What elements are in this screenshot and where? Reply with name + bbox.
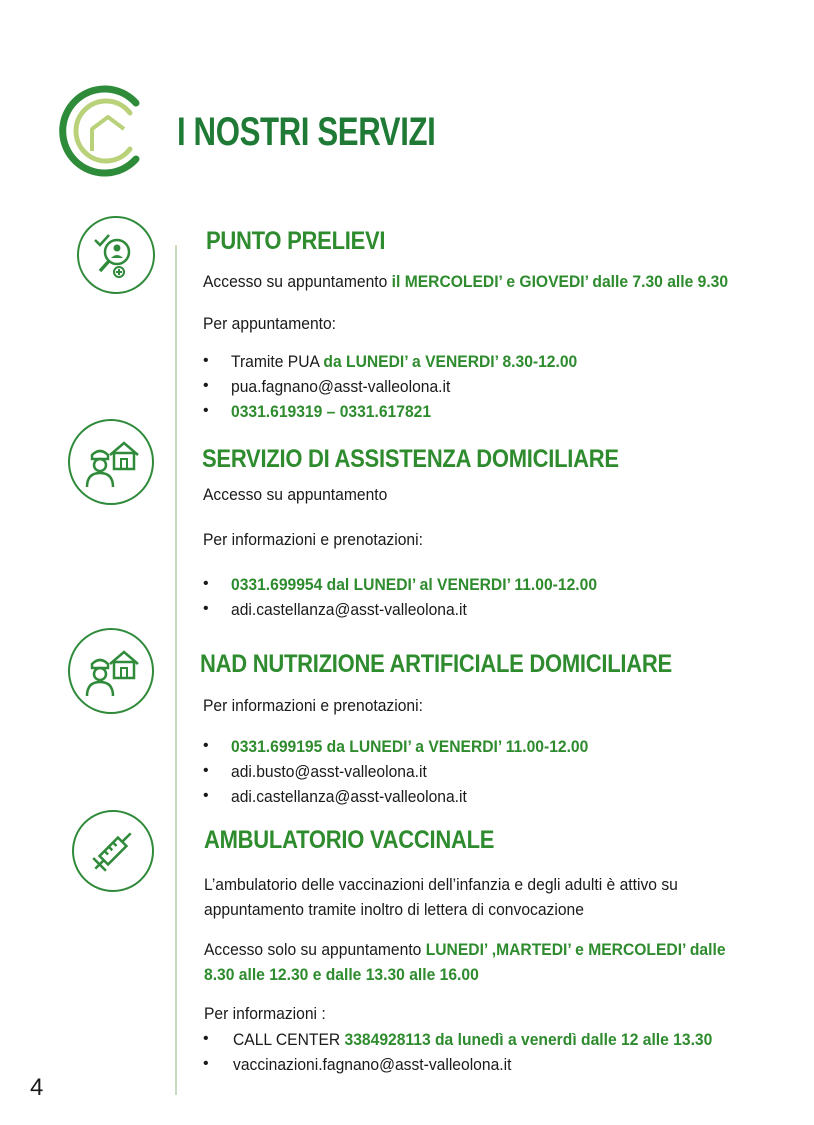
bullet: • xyxy=(203,600,209,617)
section-title: PUNTO PRELIEVI xyxy=(206,227,386,255)
bullet: • xyxy=(203,737,209,754)
email-link[interactable]: vaccinazioni.fagnano@asst-valleolona.it xyxy=(233,1055,512,1074)
access-line xyxy=(203,272,728,292)
section-title: AMBULATORIO VACCINALE xyxy=(204,826,495,854)
section-title: SERVIZIO DI ASSISTENZA DOMICILIARE xyxy=(202,445,619,473)
bullet: • xyxy=(203,575,209,592)
access-line: Accesso su appuntamento xyxy=(203,485,388,504)
bullet: • xyxy=(203,377,209,394)
bullet: • xyxy=(203,352,209,369)
home-care-icon xyxy=(68,419,154,505)
list-item: Tramite PUA da LUNEDI’ a VENERDI’ 8.30-12.00 xyxy=(231,352,578,371)
booking-label: Per informazioni e prenotazioni: xyxy=(203,696,423,715)
email-link[interactable]: adi.castellanza@asst-valleolona.it xyxy=(231,600,467,619)
phone-hours: 0331.699954 dal LUNEDI’ al VENERDI’ 11.00-12.00 xyxy=(231,575,598,594)
bullet: • xyxy=(203,1055,209,1072)
booking-label: Per appuntamento: xyxy=(203,314,337,333)
home-care-icon xyxy=(68,628,154,714)
lab-test-icon xyxy=(77,216,155,294)
page-number: 4 xyxy=(30,1074,44,1101)
email-link[interactable]: adi.castellanza@asst-valleolona.it xyxy=(231,787,467,806)
section-divider-line xyxy=(175,245,177,1095)
bullet: • xyxy=(203,787,209,804)
access-line: Accesso solo su appuntamento LUNEDI’ ,MARTEDI’ e MERCOLEDI’ dalle xyxy=(204,940,726,959)
booking-label: Per informazioni : xyxy=(204,1004,326,1023)
cc-house-logo xyxy=(50,75,162,187)
description-line: appuntamento tramite inoltro di lettera di convocazione xyxy=(204,900,584,919)
bullet: • xyxy=(203,402,209,419)
phone-hours: 0331.699195 da LUNEDI’ a VENERDI’ 11.00-12.00 xyxy=(231,737,589,756)
email-link[interactable]: pua.fagnano@asst-valleolona.it xyxy=(231,377,451,396)
call-center: CALL CENTER 3384928113 da lunedì a venerdì dalle 12 alle 13.30 xyxy=(233,1030,713,1049)
phone-numbers: 0331.619319 – 0331.617821 xyxy=(231,402,432,421)
bullet: • xyxy=(203,762,209,779)
access-hours: 8.30 alle 12.30 e dalle 13.30 alle 16.00 xyxy=(204,965,479,984)
description-line: L’ambulatorio delle vaccinazioni dell’infanzia e degli adulti è attivo su xyxy=(204,875,678,894)
booking-label: Per informazioni e prenotazioni: xyxy=(203,530,423,549)
access-text: Accesso su appuntamento xyxy=(203,272,392,291)
page-title: I NOSTRI SERVIZI xyxy=(177,110,436,154)
bullet: • xyxy=(203,1030,209,1047)
section-title: NAD NUTRIZIONE ARTIFICIALE DOMICILIARE xyxy=(200,650,672,678)
email-link[interactable]: adi.busto@asst-valleolona.it xyxy=(231,762,427,781)
access-highlight: il MERCOLEDI’ e GIOVEDI’ dalle 7.30 alle 9.30 xyxy=(391,272,729,291)
syringe-icon xyxy=(72,810,154,892)
